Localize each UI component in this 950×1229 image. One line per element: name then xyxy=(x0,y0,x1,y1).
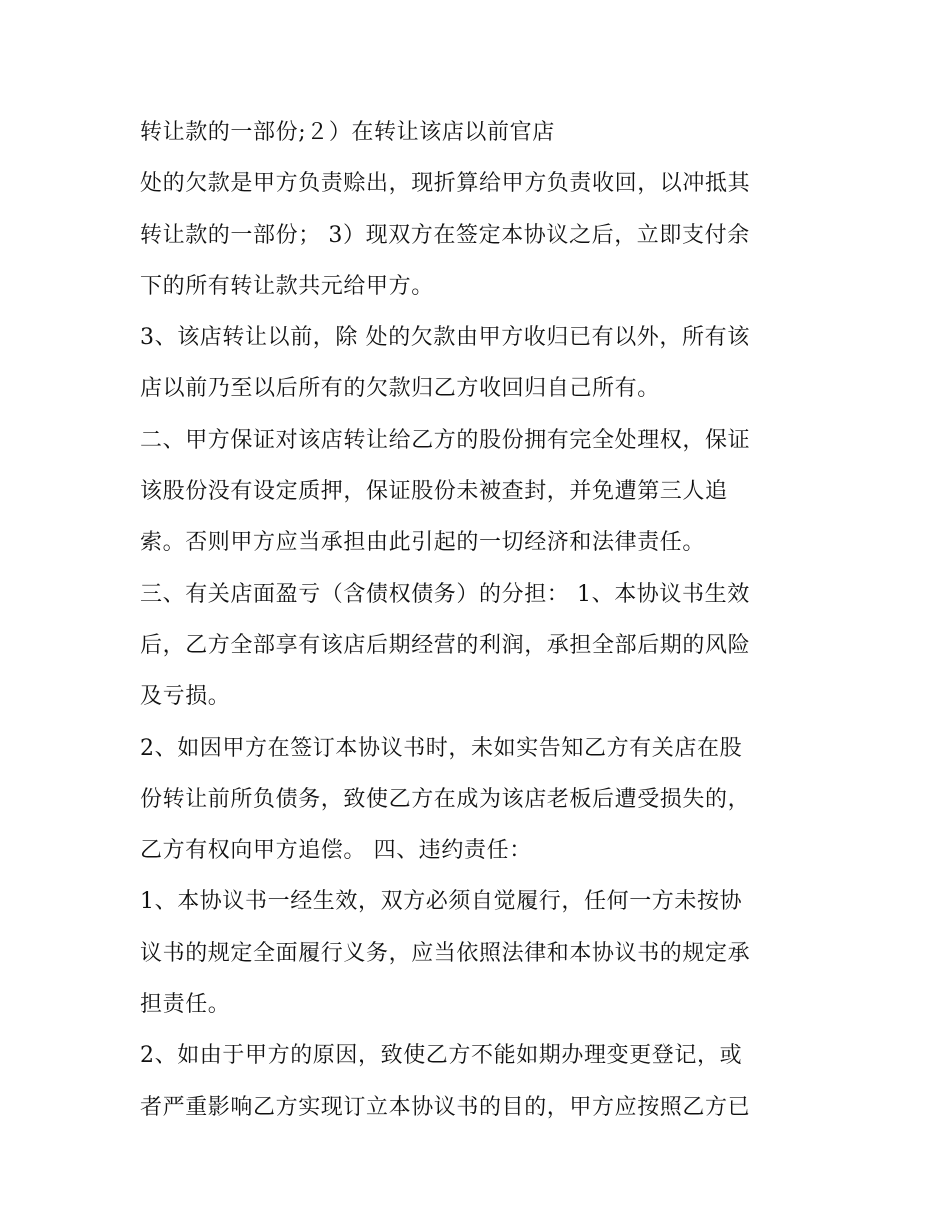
text-line: 二、甲方保证对该店转让给乙方的股份拥有完全处理权，保证 xyxy=(140,427,751,453)
text-line: 转让款的一部份;２）在转让该店以前官店 xyxy=(140,120,555,145)
text-line: 处的欠款是甲方负责赊出，现折算给甲方负责收回，以冲抵其 xyxy=(140,171,751,197)
document-body xyxy=(140,107,840,1133)
text-line: 下的所有转让款共元给甲方。 xyxy=(140,273,434,299)
text-line: 担责任。 xyxy=(140,992,231,1018)
text-line: 索。否则甲方应当承担由此引起的一切经济和法律责任。 xyxy=(140,530,706,556)
text-line: 三、有关店面盈亏（含债权债务）的分担： 1、本协议书生效 xyxy=(140,581,750,607)
text-line: 份转让前所负债务，致使乙方在成为该店老板后遭受损失的， xyxy=(140,786,751,812)
text-line: 2、如因甲方在签订本协议书时，未如实告知乙方有关店在股 xyxy=(140,735,743,761)
text-line: 3、该店转让以前，除 处的欠款由甲方收归已有以外，所有该 xyxy=(140,325,750,351)
text-line: 议书的规定全面履行义务，应当依照法律和本协议书的规定承 xyxy=(140,940,751,966)
text-line: 2、如由于甲方的原因，致使乙方不能如期办理变更登记，或 xyxy=(140,1043,743,1069)
text-line: 转让款的一部份； 3）现双方在签定本协议之后，立即支付余 xyxy=(140,222,750,248)
text-line: 该股份没有设定质押，保证股份未被查封，并免遭第三人追 xyxy=(140,479,728,505)
text-line: 乙方有权向甲方追偿。 四、违约责任： xyxy=(140,838,532,864)
text-line: 店以前乃至以后所有的欠款归乙方收回归自己所有。 xyxy=(140,376,660,402)
text-line: 后，乙方全部享有该店后期经营的利润，承担全部后期的风险 xyxy=(140,632,751,658)
text-line: 者严重影响乙方实现订立本协议书的目的，甲方应按照乙方已 xyxy=(140,1094,751,1120)
text-line: 及亏损。 xyxy=(140,684,231,710)
text-line: 1、本协议书一经生效，双方必须自觉履行，任何一方未按协 xyxy=(140,889,743,915)
